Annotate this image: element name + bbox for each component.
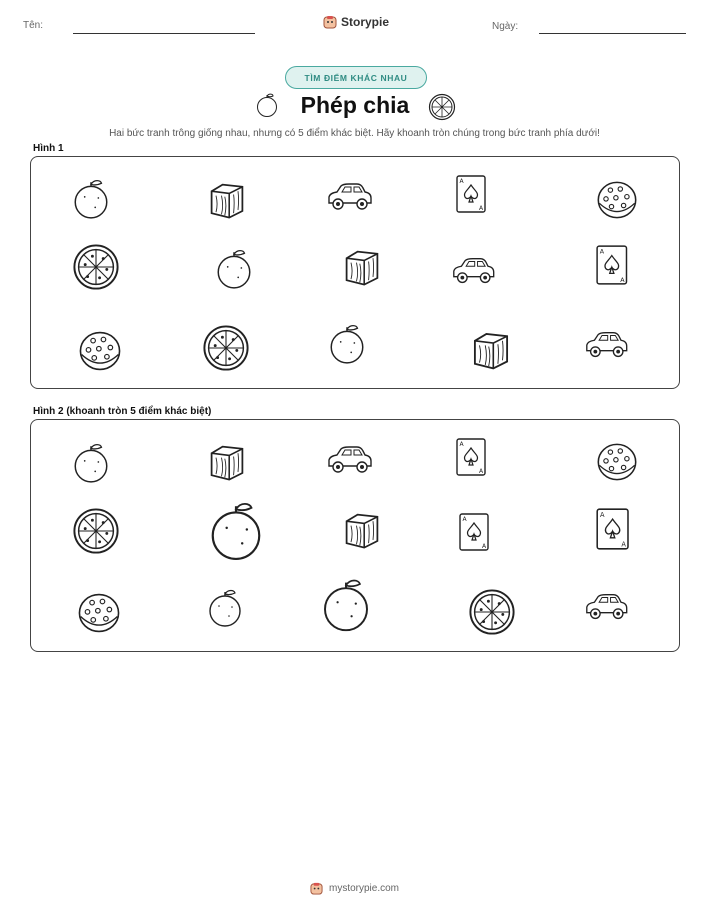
car-icon[interactable] [583,326,631,369]
orange-icon[interactable] [326,323,368,370]
crate-icon[interactable] [205,178,249,227]
date-line[interactable] [539,33,686,34]
panel-1-label: Hình 1 [33,143,64,154]
car-icon[interactable] [325,177,375,222]
name-label: Tên: [23,20,44,31]
crate-icon[interactable] [205,440,249,489]
svg-text:A: A [459,441,464,448]
crate-icon[interactable] [340,245,384,294]
pizza-icon[interactable] [72,507,120,560]
pizza-icon[interactable] [72,243,120,296]
svg-text:A: A [482,543,487,550]
name-line[interactable] [73,33,255,34]
card-icon[interactable] [595,507,630,556]
orange-icon [254,92,280,118]
svg-text:A: A [620,276,625,284]
pizza-icon[interactable] [468,588,516,641]
card-icon[interactable] [455,174,487,219]
cookie-icon[interactable] [595,440,639,489]
brand-name: Storypie [341,15,390,29]
car-icon[interactable] [325,440,375,485]
svg-text:A: A [599,510,605,519]
svg-text:A: A [459,178,464,185]
svg-text:A: A [479,468,484,475]
panel-2-label: Hình 2 (khoanh tròn 5 điểm khác biệt) [33,406,212,417]
page-title: Phép chia [300,92,410,118]
svg-text:A: A [462,516,467,523]
crate-icon[interactable] [340,508,384,557]
orange-icon[interactable] [205,588,245,633]
card-icon[interactable] [595,244,629,291]
pizza-icon [428,93,456,121]
storypie-logo-icon [310,882,323,895]
card-icon[interactable] [455,437,487,482]
date-label: Ngày: [492,21,519,32]
orange-icon[interactable] [70,442,112,489]
card-icon[interactable] [458,512,490,557]
svg-text:A: A [621,540,626,549]
instructions: Hai bức tranh trông giống nhau, nhưng có 5 điểm khác biệt. Hãy khoanh tròn chúng trong bức tranh phía dưới! [109,128,600,139]
footer-url[interactable]: mystorypie.com [328,883,399,894]
svg-text:A: A [479,205,484,212]
orange-icon[interactable] [318,577,374,638]
activity-badge: TÌM ĐIỂM KHÁC NHAU [285,66,427,89]
orange-icon[interactable] [205,500,267,567]
cookie-icon[interactable] [595,178,639,227]
footer [0,882,709,895]
brand-logo [323,15,389,29]
car-icon[interactable] [450,252,498,295]
car-icon[interactable] [583,588,631,631]
pizza-icon[interactable] [202,324,250,377]
svg-text:A: A [599,248,605,256]
crate-icon[interactable] [468,327,514,378]
orange-icon[interactable] [70,178,112,225]
cookie-icon[interactable] [76,590,122,641]
storypie-logo-icon [323,15,337,29]
cookie-icon[interactable] [77,328,123,379]
orange-icon[interactable] [213,248,255,295]
